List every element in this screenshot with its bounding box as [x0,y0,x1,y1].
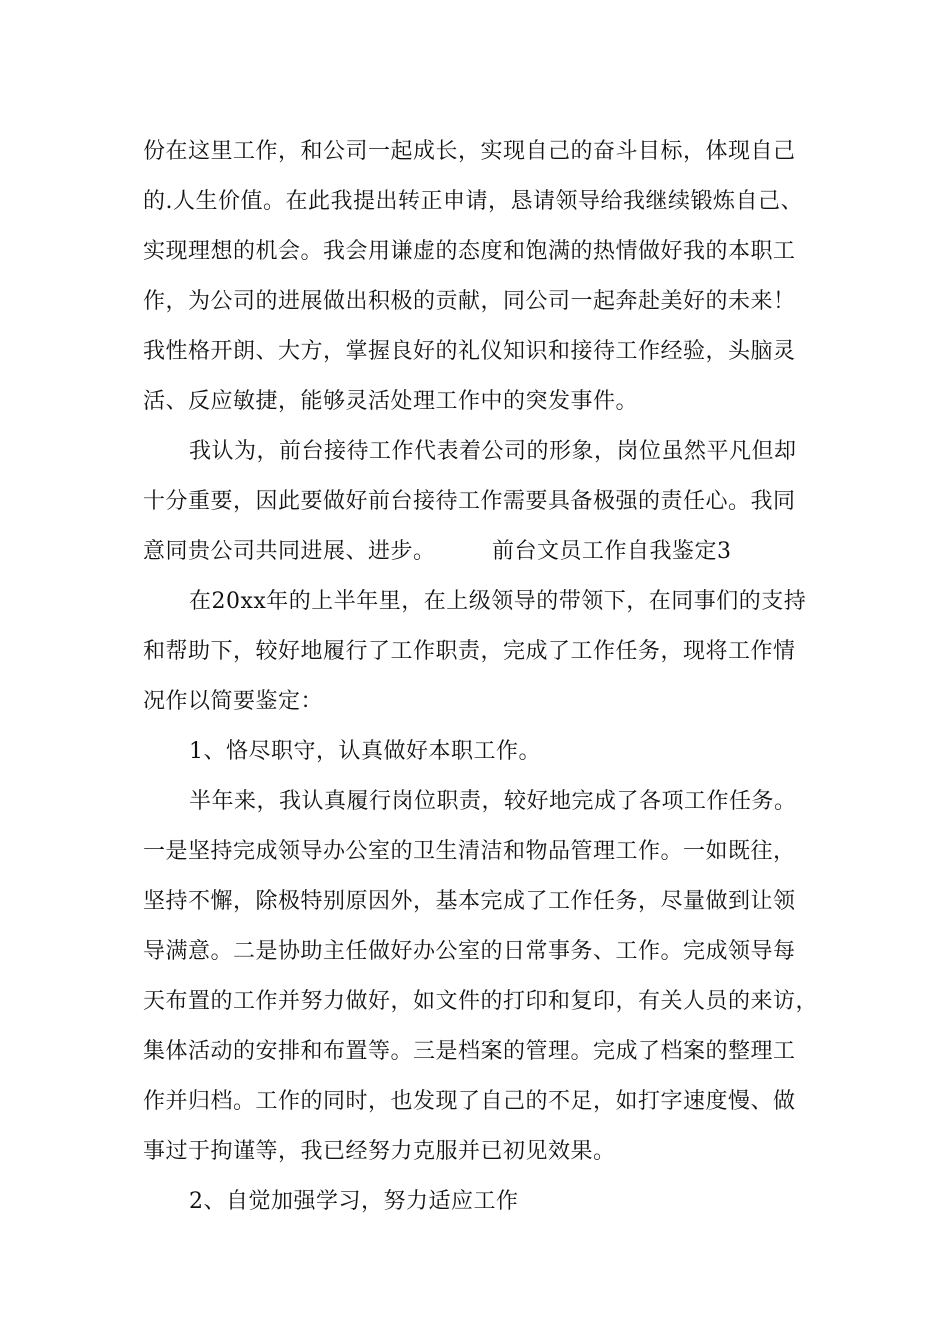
text-line: 份在这里工作，和公司一起成长，实现自己的奋斗目标，体现自己 [143,139,796,164]
text-line: 意同贵公司共同进展、进步。 前台文员工作自我鉴定3 [143,539,732,564]
text-line: 十分重要，因此要做好前台接待工作需要具备极强的责任心。我同 [143,489,796,514]
paragraph-start-line: 半年来，我认真履行岗位职责，较好地完成了各项工作任务。 [189,789,797,814]
text-line: 一是坚持完成领导办公室的卫生清洁和物品管理工作。一如既往， [143,839,796,864]
text-line: 实现理想的机会。我会用谦虚的态度和饱满的热情做好我的本职工 [143,239,796,264]
text-line: 况作以简要鉴定： [143,689,324,714]
text-line: 事过于拘谨等，我已经努力克服并已初见效果。 [143,1139,616,1164]
text-line: 集体活动的安排和布置等。三是档案的管理。完成了档案的整理工 [143,1039,796,1064]
paragraph-start-line: 在20xx年的上半年里，在上级领导的带领下，在同事们的支持 [189,589,807,614]
paragraph-start-line: 我认为，前台接待工作代表着公司的形象，岗位虽然平凡但却 [189,439,797,464]
section-heading-line: 1、恪尽职守，认真做好本职工作。 [189,739,541,764]
text-line: 的.人生价值。在此我提出转正申请，恳请领导给我继续锻炼自己、 [143,189,803,214]
text-line: 导满意。二是协助主任做好办公室的日常事务、工作。完成领导每 [143,939,796,964]
text-line: 作，为公司的进展做出积极的贡献，同公司一起奔赴美好的未来！ [143,289,796,314]
text-line: 天布置的工作并努力做好，如文件的打印和复印，有关人员的来访， [143,989,819,1014]
text-line: 作并归档。工作的同时，也发现了自己的不足，如打字速度慢、做 [143,1089,796,1114]
section-heading-line: 2、自觉加强学习，努力适应工作 [189,1189,519,1214]
text-line: 和帮助下，较好地履行了工作职责，完成了工作任务，现将工作情 [143,639,796,664]
text-line: 我性格开朗、大方，掌握良好的礼仪知识和接待工作经验，头脑灵 [143,339,796,364]
text-line: 活、反应敏捷，能够灵活处理工作中的突发事件。 [143,389,639,414]
text-line: 坚持不懈，除极特别原因外，基本完成了工作任务，尽量做到让领 [143,889,796,914]
